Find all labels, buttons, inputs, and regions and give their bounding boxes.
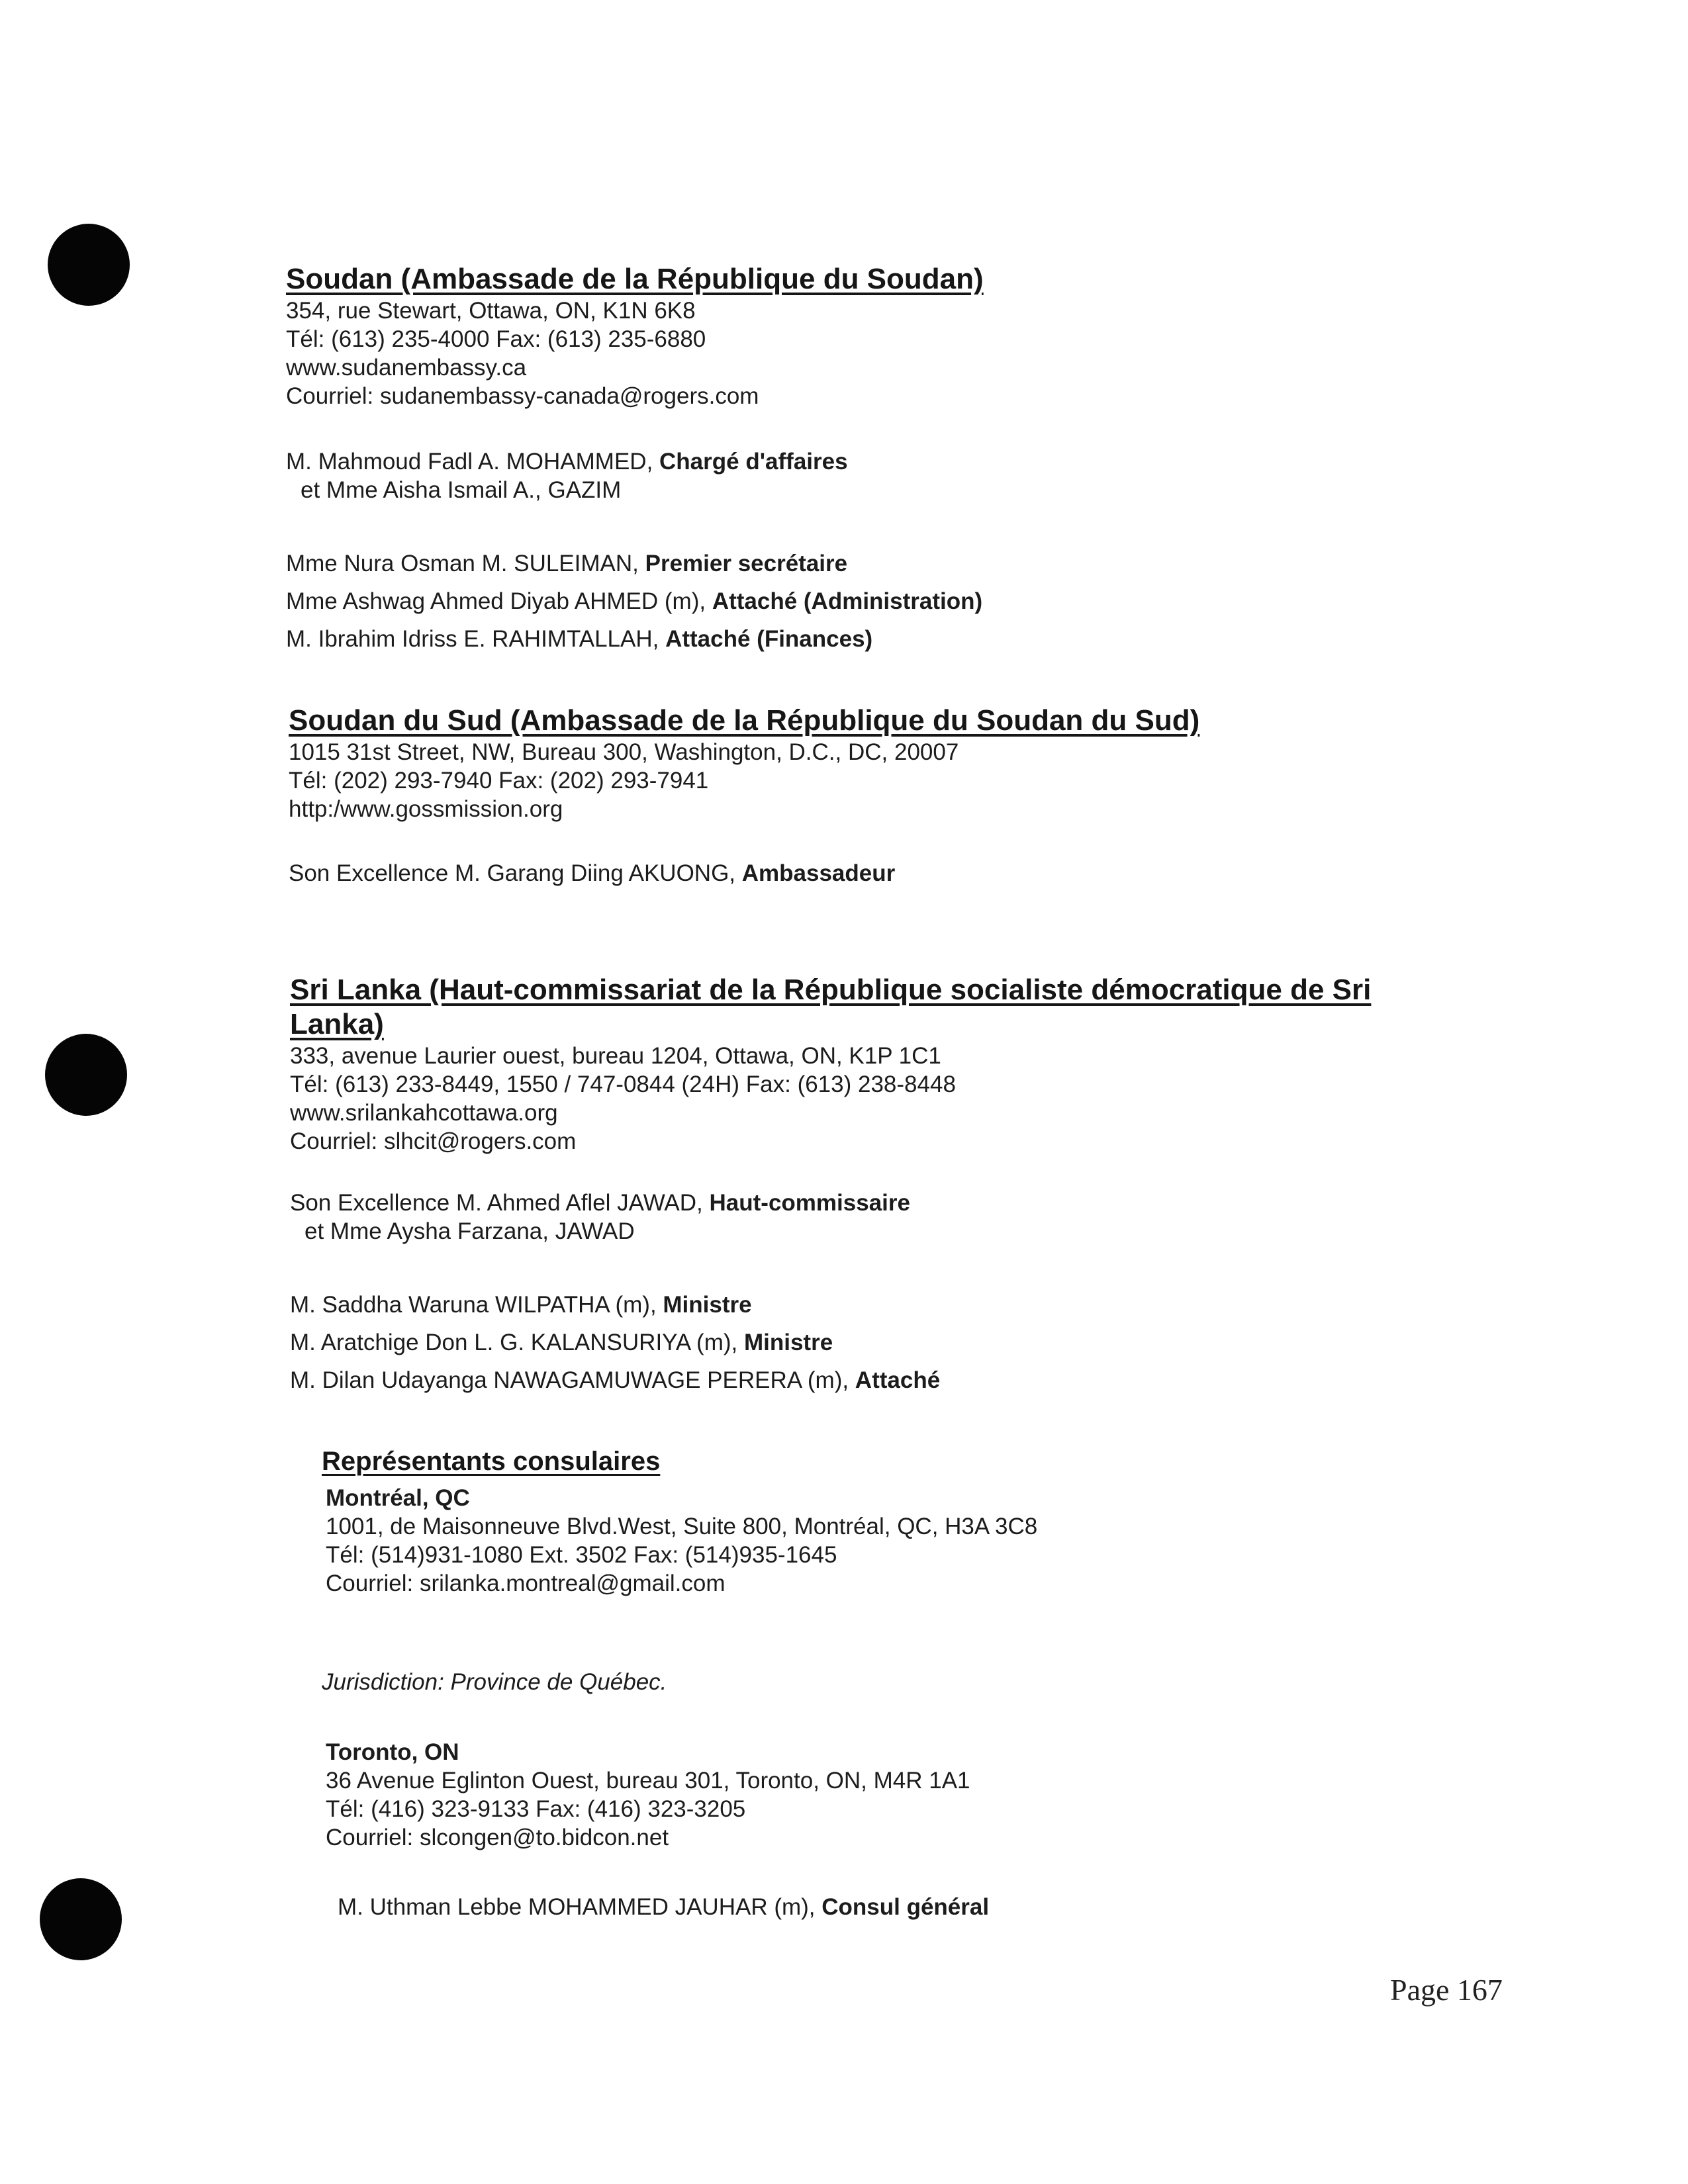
staff-role: Ministre (663, 1292, 752, 1318)
sudan-address: 354, rue Stewart, Ottawa, ON, K1N 6K8 (286, 298, 696, 324)
staff-role: Attaché (Finances) (665, 626, 873, 652)
sudan-title: Soudan (Ambassade de la République du Soudan) (286, 263, 984, 295)
page-number: Page 167 (1390, 1973, 1503, 2007)
montreal-email: Courriel: srilanka.montreal@gmail.com (326, 1570, 726, 1596)
sri-lanka-staff-1 (290, 1291, 752, 1319)
staff-role: Ministre (743, 1330, 833, 1355)
sudan-head-role: Chargé d'affaires (659, 449, 848, 475)
toronto-consul (338, 1893, 989, 1921)
staff-name: Mme Ashwag Ahmed Diyab AHMED (m), (286, 588, 712, 614)
staff-name: M. Dilan Udayanga NAWAGAMUWAGE PERERA (m), (290, 1367, 855, 1393)
staff-role: Attaché (Administration) (712, 588, 983, 614)
toronto-consul-name: M. Uthman Lebbe MOHAMMED JAUHAR (m), (338, 1894, 822, 1920)
staff-name: M. Saddha Waruna WILPATHA (m), (290, 1292, 663, 1318)
sudan-spouse: et Mme Aisha Ismail A., GAZIM (301, 477, 622, 503)
sri-lanka-head-name: Son Excellence M. Ahmed Aflel JAWAD, (290, 1190, 710, 1216)
south-sudan-head-name: Son Excellence M. Garang Diing AKUONG, (289, 860, 742, 886)
sudan-head-name: M. Mahmoud Fadl A. MOHAMMED, (286, 449, 660, 475)
toronto-city: Toronto, ON (326, 1739, 459, 1765)
toronto-address: 36 Avenue Eglinton Ouest, bureau 301, Toronto, ON, M4R 1A1 (326, 1768, 970, 1794)
staff-name: M. Ibrahim Idriss E. RAHIMTALLAH, (286, 626, 666, 652)
south-sudan-section (289, 704, 1199, 823)
sudan-web: www.sudanembassy.ca (286, 355, 527, 381)
sri-lanka-title-line-2: Lanka) (290, 1008, 384, 1040)
sri-lanka-title-line-1: Sri Lanka (Haut-commissariat de la République socialiste démocratique de Sri (290, 974, 1372, 1006)
sri-lanka-staff-2 (290, 1328, 833, 1357)
south-sudan-tel: Tél: (202) 293-7940 Fax: (202) 293-7941 (289, 768, 709, 794)
toronto-consulate (326, 1738, 970, 1852)
sudan-staff-1 (286, 549, 847, 578)
punch-hole-middle (45, 1034, 127, 1116)
south-sudan-address: 1015 31st Street, NW, Bureau 300, Washington, D.C., DC, 20007 (289, 739, 959, 765)
south-sudan-title: Soudan du Sud (Ambassade de la République du Soudan du Sud) (289, 704, 1200, 737)
toronto-tel: Tél: (416) 323-9133 Fax: (416) 323-3205 (326, 1796, 746, 1822)
staff-role: Attaché (855, 1367, 941, 1393)
sri-lanka-head-role: Haut-commissaire (709, 1190, 910, 1216)
montreal-city: Montréal, QC (326, 1485, 470, 1511)
sudan-staff-3 (286, 625, 872, 653)
staff-name: Mme Nura Osman M. SULEIMAN, (286, 551, 645, 576)
sudan-tel: Tél: (613) 235-4000 Fax: (613) 235-6880 (286, 326, 706, 352)
sri-lanka-email: Courriel: slhcit@rogers.com (290, 1128, 577, 1154)
sudan-section (286, 262, 984, 410)
toronto-email: Courriel: slcongen@to.bidcon.net (326, 1825, 669, 1850)
montreal-tel: Tél: (514)931-1080 Ext. 3502 Fax: (514)935-1645 (326, 1542, 837, 1568)
south-sudan-head (289, 859, 895, 887)
sri-lanka-web: www.srilankahcottawa.org (290, 1100, 558, 1126)
staff-role: Premier secrétaire (645, 551, 848, 576)
sri-lanka-tel: Tél: (613) 233-8449, 1550 / 747-0844 (24H) Fax: (613) 238-8448 (290, 1071, 956, 1097)
montreal-consulate (326, 1484, 1037, 1598)
south-sudan-head-role: Ambassadeur (741, 860, 896, 886)
sudan-head (286, 447, 848, 476)
punch-hole-top (48, 224, 130, 306)
sri-lanka-address: 333, avenue Laurier ouest, bureau 1204, Ottawa, ON, K1P 1C1 (290, 1043, 941, 1069)
montreal-address: 1001, de Maisonneuve Blvd.West, Suite 800, Montréal, QC, H3A 3C8 (326, 1514, 1038, 1539)
toronto-consul-role: Consul général (821, 1894, 990, 1920)
sri-lanka-spouse: et Mme Aysha Farzana, JAWAD (305, 1218, 635, 1244)
sudan-staff-2 (286, 587, 982, 615)
sri-lanka-head (290, 1189, 910, 1217)
punch-hole-bottom (40, 1878, 122, 1960)
sudan-email: Courriel: sudanembassy-canada@rogers.com (286, 383, 759, 409)
staff-name: M. Aratchige Don L. G. KALANSURIYA (m), (290, 1330, 744, 1355)
south-sudan-web: http:/www.gossmission.org (289, 796, 563, 822)
sri-lanka-section (290, 973, 1371, 1156)
sri-lanka-staff-3 (290, 1366, 940, 1394)
consular-heading: Représentants consulaires (322, 1447, 661, 1476)
montreal-jurisdiction: Jurisdiction: Province de Québec. (322, 1669, 667, 1695)
